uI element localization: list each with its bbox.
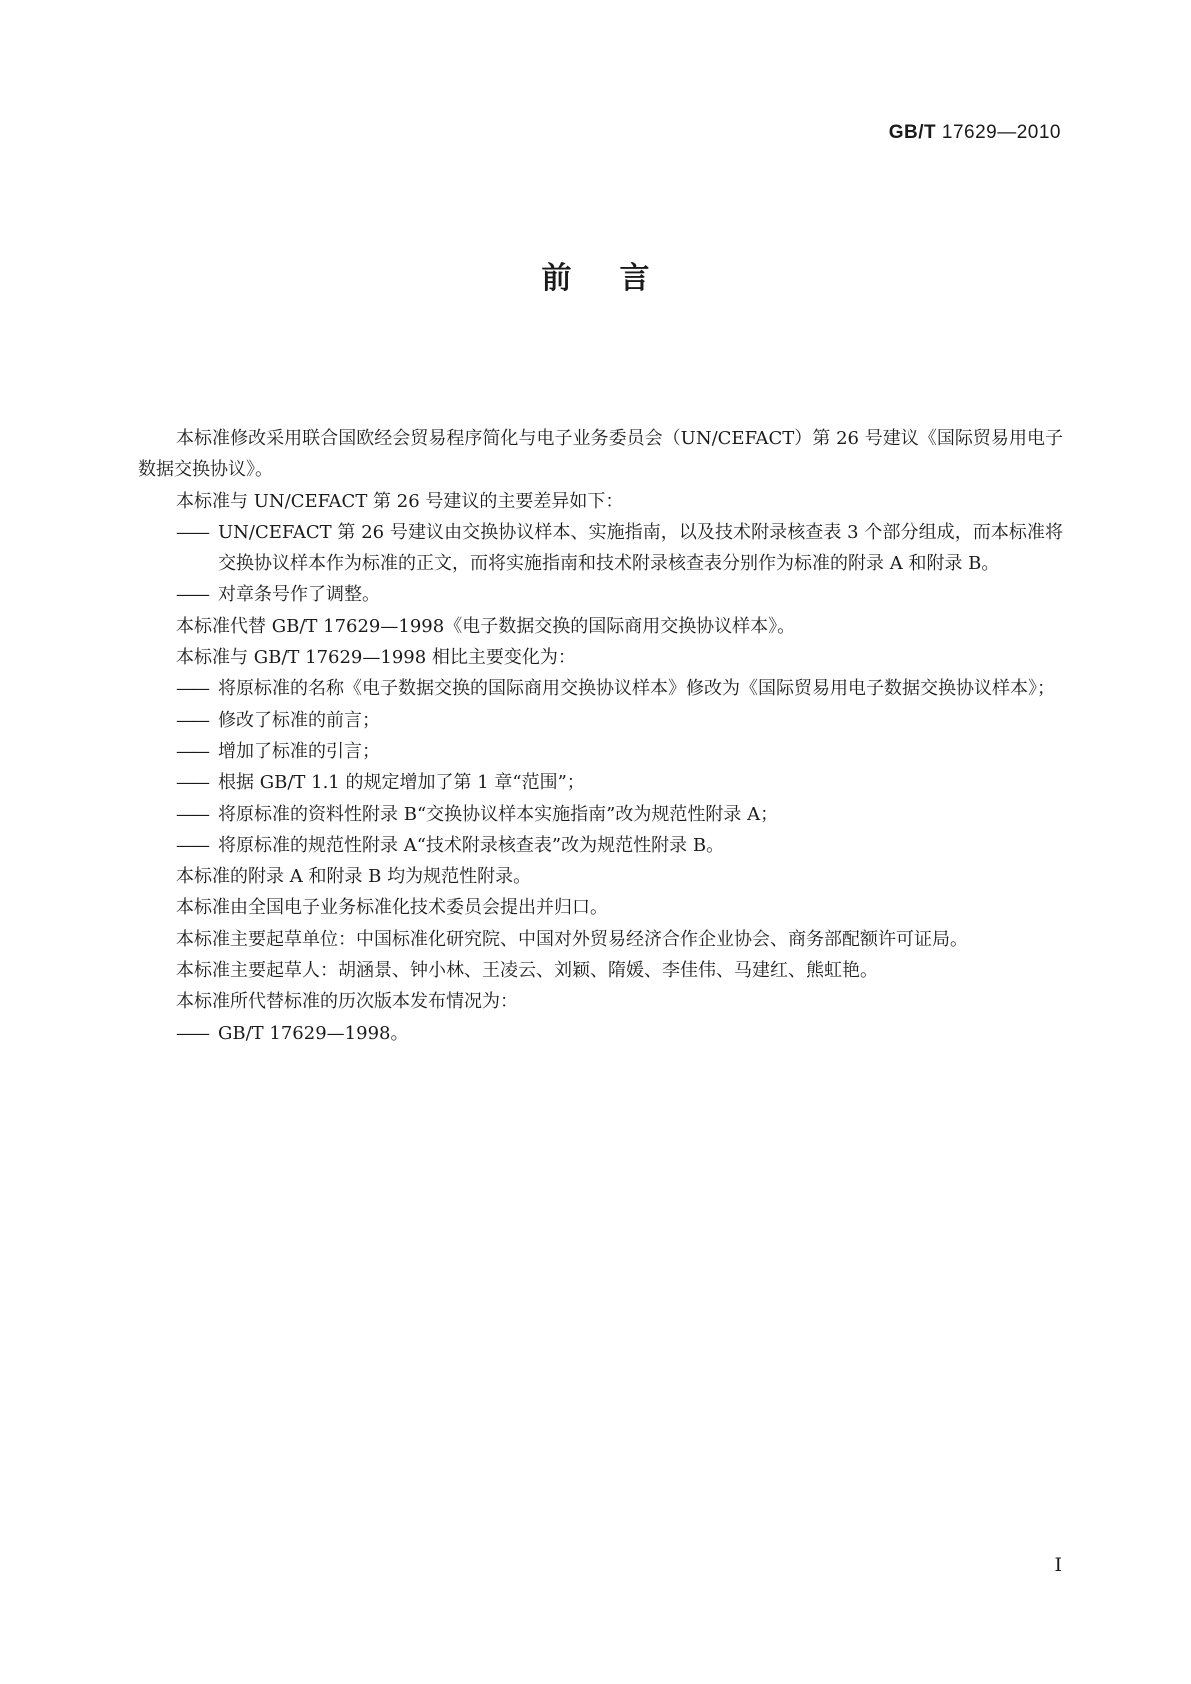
foreword-body	[138, 423, 1063, 1049]
dash-mark: ——	[176, 740, 208, 762]
dash-mark: ——	[176, 584, 208, 606]
page-title: 前言	[541, 261, 698, 296]
list-item: —— 修改了标准的前言；	[138, 705, 1063, 736]
paragraph-history-intro: 本标准所代替标准的历次版本发布情况为：	[176, 991, 518, 1013]
paragraph-changes-intro: 本标准与 GB/T 17629—1998 相比主要变化为：	[176, 647, 576, 669]
standard-code	[889, 122, 1061, 144]
standard-code-prefix: GB/T	[888, 122, 937, 143]
list-item: —— 增加了标准的引言；	[138, 736, 1063, 767]
list-item: —— 将原标准的名称《电子数据交换的国际商用交换协议样本》修改为《国际贸易用电子数据交换协议样本》；	[138, 673, 1063, 704]
dash-mark: ——	[176, 803, 208, 825]
paragraph-drafters: 本标准主要起草人：胡涵景、钟小林、王凌云、刘颖、隋媛、李佳伟、马建红、熊虹艳。	[176, 960, 878, 982]
dash-mark: ——	[176, 772, 208, 794]
paragraph-proposed-by: 本标准由全国电子业务标准化技术委员会提出并归口。	[176, 897, 608, 919]
paragraph-adoption: 本标准修改采用联合国欧经会贸易程序简化与电子业务委员会（UN/CEFACT）第 26 号建议《国际贸易用电子数据交换协议》。	[138, 428, 1063, 481]
dash-mark: ——	[176, 709, 208, 731]
standard-code-number: 17629—2010	[941, 122, 1061, 143]
list-item: —— 将原标准的规范性附录 A“技术附录核查表”改为规范性附录 B。	[138, 830, 1063, 861]
list-item: —— 根据 GB/T 1.1 的规定增加了第 1 章“范围”；	[138, 767, 1063, 798]
dash-mark: ——	[176, 1022, 208, 1044]
list-item: —— 将原标准的资料性附录 B“交换协议样本实施指南”改为规范性附录 A；	[138, 799, 1063, 830]
list-item: —— UN/CEFACT 第 26 号建议由交换协议样本、实施指南，以及技术附录核查表 3 个部分组成，而本标准将交换协议样本作为标准的正文，而将实施指南和技术附录核查表分别作为标准的附录 A 和附录 B。	[138, 517, 1063, 580]
paragraph-drafting-units: 本标准主要起草单位：中国标准化研究院、中国对外贸易经济合作企业协会、商务部配额许可证局。	[176, 928, 968, 950]
dash-mark: ——	[176, 521, 208, 543]
paragraph-annexes: 本标准的附录 A 和附录 B 均为规范性附录。	[176, 866, 532, 888]
list-item: —— 对章条号作了调整。	[138, 579, 1063, 610]
dash-mark: ——	[176, 678, 208, 700]
list-item: —— GB/T 17629—1998。	[138, 1018, 1063, 1049]
paragraph-replaces: 本标准代替 GB/T 17629—1998《电子数据交换的国际商用交换协议样本》。	[176, 615, 796, 637]
dash-mark: ——	[176, 834, 208, 856]
page-number: I	[1054, 1554, 1062, 1576]
paragraph-differences-intro: 本标准与 UN/CEFACT 第 26 号建议的主要差异如下：	[176, 490, 624, 512]
